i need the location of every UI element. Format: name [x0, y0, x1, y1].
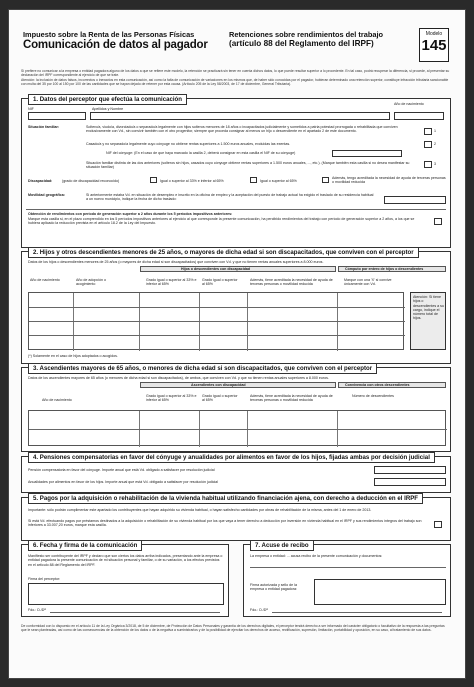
ascendant-disability-group-label: Ascendientes con discapacidad [191, 383, 246, 387]
adopted-note: (*) Solamente en el caso de hijos adoptados o acogidos. [28, 354, 118, 358]
perceptor-name-line[interactable] [50, 612, 220, 613]
section-3-title: 3. Ascendientes mayores de 65 años, o menores de dicha edad si son discapacitados, que conviven con el perceptor [28, 363, 377, 374]
spouse-nif-label: NIF del cónyuge: (En el caso de que haya marcado la casilla 2, deberá consignar en esta casilla el NIF de su cónyuge) [106, 151, 296, 155]
section-1-perceptor [21, 98, 451, 248]
geographic-mobility-label: Movilidad geográfica: [28, 193, 65, 197]
section-6-signature [21, 544, 229, 617]
descendant-count-group-label: Cómputo por entero de hijos o descendientes [345, 267, 424, 271]
perceptor-signed-by-label: Fdo.: D./Dª [28, 608, 46, 612]
spouse-nif-field[interactable] [332, 150, 402, 157]
ascendants-table[interactable] [28, 410, 446, 446]
attention-text: Atención: Si tiene hijos o descendientes a su cargo, indique el número total de hijos. [413, 295, 444, 321]
ascendant-coexistence-group-label: Convivencia con otros descendientes [345, 383, 410, 387]
disability-assistance-checkbox[interactable] [322, 177, 329, 183]
section-2-title: 2. Hijos y otros descendientes menores de 25 años, o mayores de dicha edad si son discapacitados, que conviven con el perceptor [28, 247, 419, 258]
declaration-text: Manifiesto ser contribuyente del IRPF y declaro que son ciertos los datos arriba indicados, presentando ante la empresa o entidad pagadora la presente comunicación de mi situación personal y familiar, o de su variación, a los efectos previstos en el artículo 88 del Reglamento del IRPF. [28, 554, 223, 567]
company-signed-by-label: Fdo.: D./Dª [250, 608, 268, 612]
asc-col-descendants: Número de descendientes [352, 394, 394, 398]
family-option-3-checkbox[interactable] [424, 161, 432, 168]
asc-col-assistance: Además, tiene acreditada la necesidad de ayuda de terceras personas o movilidad reducida [250, 394, 333, 403]
section-3-ascendants [21, 367, 451, 452]
birth-year-field[interactable] [394, 112, 444, 120]
section-5-title: 5. Pagos por la adquisición o rehabilitación de la vivienda habitual utilizando financiación ajena, con derecho a deducción en el IRPF [28, 493, 423, 504]
section-5-housing [21, 497, 451, 541]
col-lives-only-with-you: Marque con una 'X' si convive únicamente con Vd. [344, 278, 392, 287]
housing-payments-text: Si está Vd. efectuando pagos por préstamos destinados a la adquisición o rehabilitación de su vivienda habitual por los que vaya a tener derecho a deducción por inversión en vivienda habitual en el IRPF y sus rendimientos íntegros del trabajo son inferiores a 33.007,20 euros, marque esta casilla. [28, 519, 422, 528]
header-subtitle-left: Comunicación de datos al pagador [23, 39, 208, 51]
long-income-label: Obtención de rendimientos con período de generación superior a 2 años durante los 5 períodos impositivos anteriores: [28, 212, 233, 216]
section-4-title: 4. Pensiones compensatorias en favor del cónyuge y anualidades por alimentos en favor de los hijos, fijadas ambas por decisión judicial [28, 452, 435, 463]
section-1-title: 1. Datos del perceptor que efectúa la comunicación [28, 94, 187, 105]
family-option-1-text: Soltero/a, viudo/a, divorciado/a o separado/a legalmente con hijos solteros menores de 18 años o incapacitados judicialmente y sometidos a patria potestad prorrogada o rehabilitada que conviven exclusivamente con Vd., sin convivir también con el otro progenitor, siempre que proceda consignar al menos un hijo o descendiente en el apartado 2 de este documento. [86, 125, 398, 134]
section-7-receipt [243, 544, 451, 617]
descendant-count-group-header [338, 266, 446, 272]
ascendant-coexistence-group-header [338, 382, 446, 388]
disability-65-checkbox[interactable] [250, 177, 257, 183]
section-3-subtitle: Datos de los ascendientes mayores de 65 años (o menores de dicha edad si son discapacitados), de ambos, que conviven con Vd. y que no tienen rentas anuales superiores a 8.000 euros. [28, 376, 329, 380]
section-4-pensions [21, 456, 451, 493]
section-2-descendants [21, 251, 451, 364]
col-adoption-year: Año de adopción o acogimiento [76, 278, 106, 287]
receipt-text: La empresa o entidad: ... acusa recibo de la presente comunicación y documentos: [250, 554, 383, 558]
asc-col-disability-65: Grado igual o superior al 65% [202, 394, 238, 403]
family-option-2-number: 2 [434, 142, 436, 146]
data-protection-footer: De conformidad con lo dispuesto en el artículo 11 de la Ley Orgánica 3/2018, de 5 de diciembre, de Protección de Datos Personales y garantía de los derechos digitales, el perceptor tendrá derecho a ser informado del carácter obligatorio o facultativo de la respuesta a las preguntas que le sean planteadas, así como de las consecuencias de la obtención de los datos o de la negativa a suministrarlos y de la posibilidad de ejercitar los derechos de acceso, rectificación, supresión, limitación, portabilidad y oposición, en su caso, al tratamiento de sus datos. [21, 624, 445, 633]
family-option-2-text: Casado/a y no separado/a legalmente cuyo cónyuge no obtiene rentas superiores a 1.500 euros anuales, excluidas las exentas. [86, 142, 291, 146]
form-page [8, 9, 466, 679]
intro-paragraph-2: Atención: la inclusión de datos falsos, incorrectos o inexactos en esta comunicación, así como la falta de comunicación de variaciones en los mismos que, de haber sido conocidas por el pagador, hubieran determinado una retención superior, constituye infracción tributaria sancionable con multa del 35 por 100 al 150 por 100 de las cantidades que se hayan dejado de retener por esta causa. (Artículo 205 de la Ley 58/2003, de 17 de diciembre, General Tributaria). [21, 77, 449, 86]
modelo-number: 145 [421, 37, 447, 54]
birth-year-label: Año de nacimiento [394, 102, 424, 106]
spouse-pension-field[interactable] [374, 466, 446, 474]
nif-field[interactable] [28, 112, 86, 120]
descendants-table[interactable] [28, 292, 404, 350]
long-income-checkbox[interactable] [434, 218, 442, 225]
housing-checkbox[interactable] [434, 521, 442, 528]
disability-label: Discapacidad: [28, 179, 53, 183]
col-birth-year: Año de nacimiento [30, 278, 60, 282]
spouse-pension-label: Pensión compensatoria en favor del cónyuge. Importe anual que está Vd. obligado a satisfacer por resolución judicial [28, 468, 215, 472]
col-assistance: Además, tiene acreditada la necesidad de ayuda de terceras personas o movilidad reducida [250, 278, 333, 287]
col-disability-33: Grado igual o superior al 33% e inferior al 65% [146, 278, 197, 287]
divider [26, 209, 446, 210]
family-option-2-checkbox[interactable] [424, 141, 432, 148]
disability-grade-label: (grado de discapacidad reconocido) [62, 179, 120, 183]
header-title-right: Retenciones sobre rendimientos del trabajo [229, 30, 384, 39]
relocation-date-field[interactable] [384, 196, 446, 204]
family-option-3-text: Situación familiar distinta de las dos anteriores (solteros sin hijos, casados cuyo cónyuge obtiene rentas superiores a 1.500 euros anuales, ..., etc.). (Marque también esta casilla si no desea manifestar su situación familiar) [86, 161, 410, 170]
section-6-title: 6. Fecha y firma de la comunicación [28, 540, 142, 551]
attention-box [410, 292, 446, 350]
descendant-disability-group-header [140, 266, 336, 272]
intro-paragraph-1: Si prefiere no comunicar a la empresa o entidad pagadora alguno de los datos a que se refiere este modelo, la retención se practicará sin tener en cuenta dichos datos, lo que puede resultar superior a lo procedente. En tal caso, podrá recuperar la diferencia, si procede, al presentar su declaración del IRPF correspondiente al ejercicio de que se trate. [21, 69, 450, 78]
family-situation-label: Situación familiar: [28, 125, 60, 129]
header-title-left: Impuesto sobre la Renta de las Personas Físicas [23, 30, 195, 39]
child-support-label: Anualidades por alimentos en favor de los hijos. Importe anual que está Vd. obligado a satisfacer por resolución judicial [28, 480, 218, 484]
company-name-line[interactable] [250, 567, 446, 568]
col-disability-65: Grado igual o superior al 65% [202, 278, 238, 287]
housing-important-text: Importante: sólo podrán cumplimentar este apartado los contribuyentes que hayan adquirido su vivienda habitual, o hayan satisfecho cantidades por obras de rehabilitación de la misma, antes del 1 de enero de 2013. [28, 508, 372, 512]
disability-assistance-label: Además, tengo acreditada la necesidad de ayuda de terceras personas o movilidad reducida [332, 176, 446, 185]
geographic-mobility-text: Si anteriormente estaba Vd. en situación de desempleo e inscrito en la oficina de empleo y la aceptación del puesto de trabajo actual ha exigido el traslado de su residencia habitual a un nuevo municipio, indique la fecha de dicho traslado: [86, 193, 374, 202]
modelo-label: Modelo [425, 31, 443, 37]
long-income-text: Marque esta casilla si, en el plazo comprendido en los 5 períodos impositivos anteriores al ejercicio al que corresponde la presente comunicación, ha percibido rendimientos del trabajo con período de generación superior a 2 años, a los que se hubiera aplicado la reducción prevista en el artículo 18.2 de la Ley del Impuesto. [28, 217, 415, 226]
company-signature-label: Firma autorizada y sello de la empresa o entidad pagadora: [250, 583, 297, 592]
nif-label: NIF [28, 107, 34, 111]
asc-col-birth-year: Año de nacimiento [42, 398, 72, 402]
disability-33-checkbox[interactable] [150, 177, 157, 183]
modelo-box [419, 28, 449, 62]
family-option-3-number: 3 [434, 162, 436, 166]
descendant-disability-group-label: Hijos o descendientes con discapacidad [181, 267, 251, 271]
family-option-1-number: 1 [434, 129, 436, 133]
ascendant-disability-group-header [140, 382, 336, 388]
company-signature-field[interactable] [314, 579, 446, 605]
form-header [23, 30, 433, 62]
section-2-subtitle: Datos de los hijos o descendientes menores de 25 años (o mayores de dicha edad si son discapacitados) que conviven con Vd. y que no tienen rentas anuales superiores a 8.000 euros. [28, 260, 324, 264]
disability-65-label: Igual o superior al 65% [260, 179, 297, 183]
asc-col-disability-33: Grado igual o superior al 33% e inferior al 65% [146, 394, 197, 403]
family-option-1-checkbox[interactable] [424, 128, 432, 135]
name-label: Apellidos y Nombre [92, 107, 124, 111]
name-field[interactable] [90, 112, 390, 120]
child-support-field[interactable] [374, 478, 446, 486]
perceptor-signature-field[interactable] [28, 583, 224, 605]
disability-33-label: Igual o superior al 33% e inferior al 65% [160, 179, 224, 183]
company-signer-line[interactable] [272, 612, 442, 613]
perceptor-signature-label: Firma del perceptor: [28, 577, 61, 581]
header-subtitle-right: (artículo 88 del Reglamento del IRPF) [229, 39, 374, 48]
section-7-title: 7. Acuse de recibo [250, 540, 314, 551]
intro-text [21, 69, 451, 86]
